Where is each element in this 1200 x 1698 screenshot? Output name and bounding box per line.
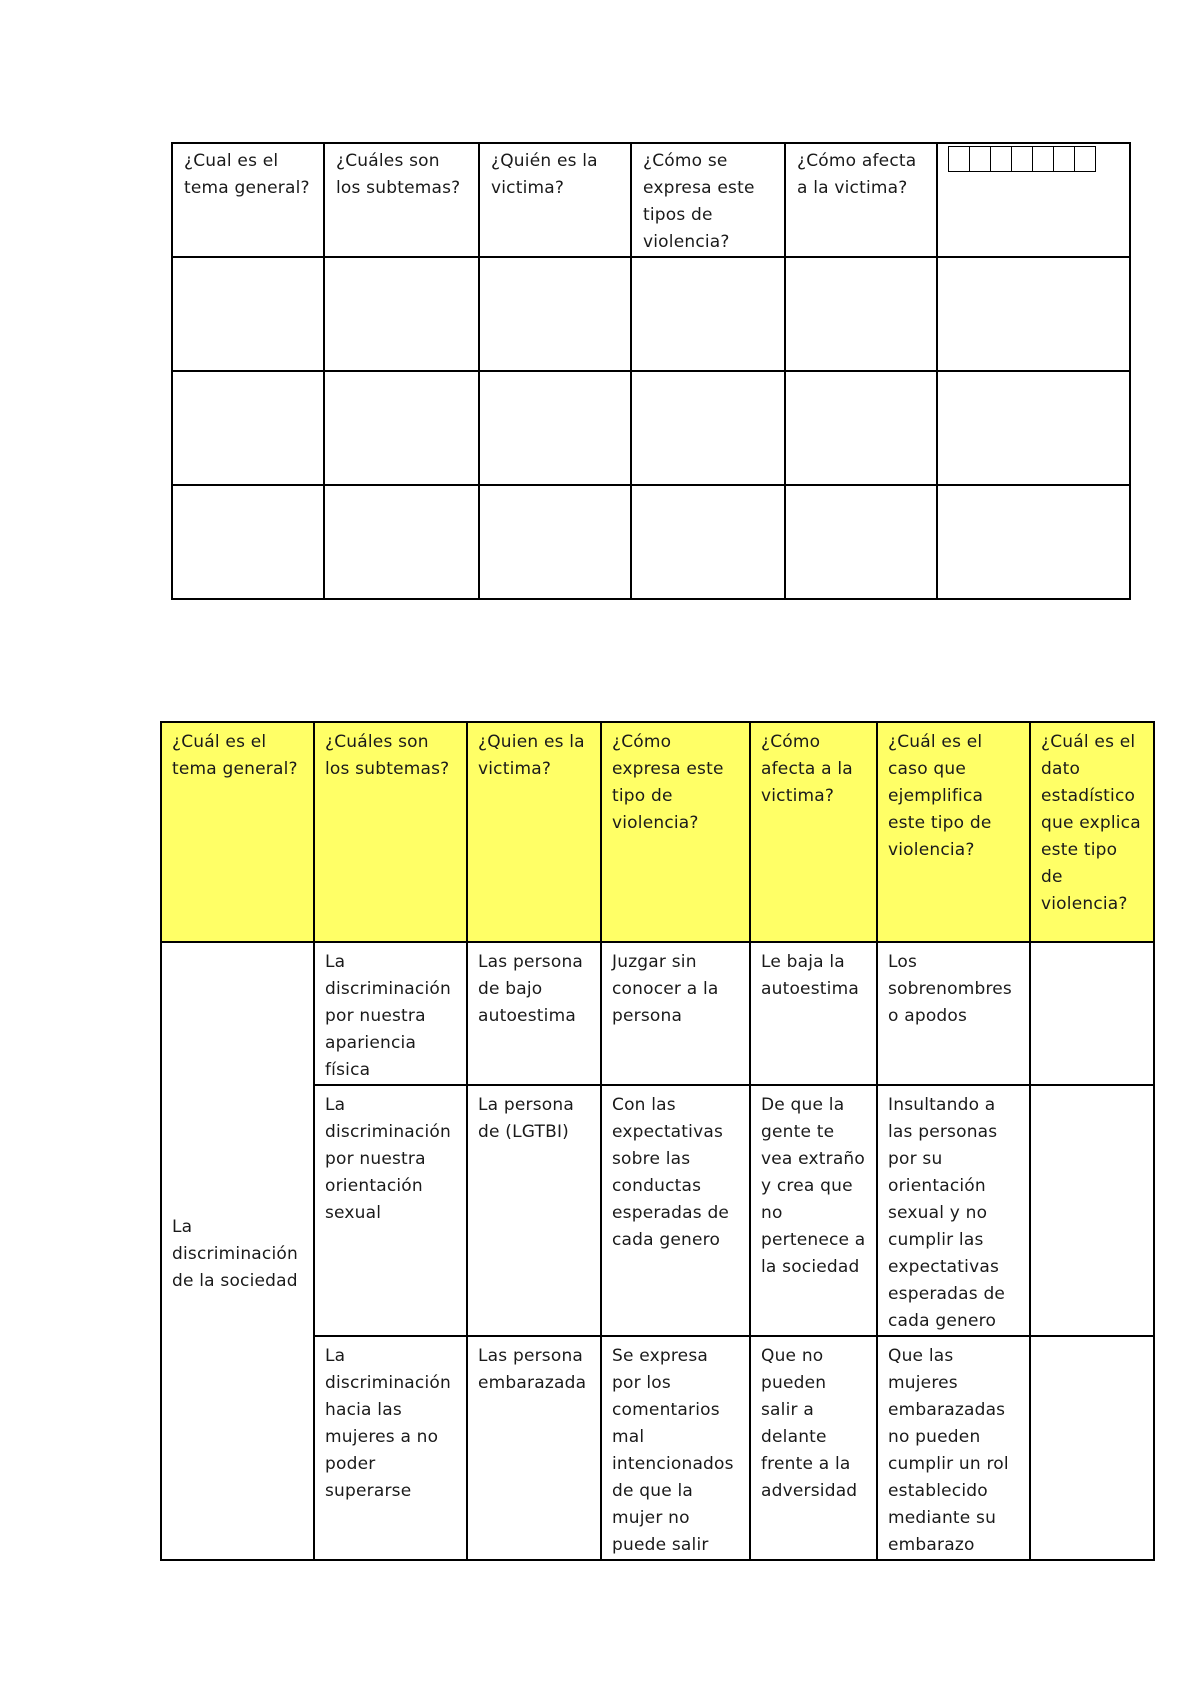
subtema-cell: La discriminación hacia las mujeres a no poder superarse (314, 1336, 467, 1560)
empty-box (1074, 146, 1096, 172)
tema-general-cell: La discriminación de la sociedad (161, 942, 314, 1560)
empty-cell (324, 371, 479, 485)
header-cell: ¿Cómo afecta a la victima? (785, 143, 937, 257)
table-row (172, 485, 1130, 599)
expresa-cell: Juzgar sin conocer a la persona (601, 942, 750, 1085)
subtema-cell: La discriminación por nuestra orientación sexual (314, 1085, 467, 1336)
empty-cell (631, 485, 785, 599)
empty-cell (785, 371, 937, 485)
empty-box (1032, 146, 1054, 172)
empty-cell (172, 257, 324, 371)
empty-cell (479, 257, 631, 371)
table-row (172, 371, 1130, 485)
dato-cell (1030, 1336, 1154, 1560)
empty-box (990, 146, 1012, 172)
dato-cell (1030, 1085, 1154, 1336)
empty-cell (324, 257, 479, 371)
empty-cell (937, 257, 1130, 371)
empty-box (948, 146, 970, 172)
header-cell: ¿Cual es el tema general? (172, 143, 324, 257)
expresa-cell: Con las expectativas sobre las conductas esperadas de cada genero (601, 1085, 750, 1336)
dato-cell (1030, 942, 1154, 1085)
checkbox-strip (948, 146, 1119, 172)
table-row (161, 942, 1154, 1085)
victima-cell: Las persona de bajo autoestima (467, 942, 601, 1085)
header-cell-boxes (937, 143, 1130, 257)
victima-cell: Las persona embarazada (467, 1336, 601, 1560)
caso-cell: Insultando a las personas por su orientación sexual y no cumplir las expectativas esperadas de cada genero (877, 1085, 1030, 1336)
empty-cell (785, 485, 937, 599)
empty-box (969, 146, 991, 172)
empty-box (1011, 146, 1033, 172)
victima-cell: La persona de (LGTBI) (467, 1085, 601, 1336)
worksheet-table-filled (160, 721, 1155, 1561)
header-cell: ¿Cuál es el dato estadístico que explica este tipo de violencia? (1030, 722, 1154, 942)
table-row (172, 257, 1130, 371)
afecta-cell: Que no pueden salir a delante frente a la adversidad (750, 1336, 877, 1560)
empty-cell (172, 485, 324, 599)
worksheet-table-empty (171, 142, 1131, 600)
table-header-row (172, 143, 1130, 257)
afecta-cell: Le baja la autoestima (750, 942, 877, 1085)
empty-cell (479, 371, 631, 485)
caso-cell: Que las mujeres embarazadas no pueden cumplir un rol establecido mediante su embarazo (877, 1336, 1030, 1560)
header-cell: ¿Cuál es el caso que ejemplifica este tipo de violencia? (877, 722, 1030, 942)
expresa-cell: Se expresa por los comentarios mal intencionados de que la mujer no puede salir (601, 1336, 750, 1560)
empty-cell (631, 257, 785, 371)
empty-cell (785, 257, 937, 371)
empty-cell (172, 371, 324, 485)
empty-cell (479, 485, 631, 599)
header-cell: ¿Cómo expresa este tipo de violencia? (601, 722, 750, 942)
caso-cell: Los sobrenombres o apodos (877, 942, 1030, 1085)
header-cell: ¿Cómo afecta a la victima? (750, 722, 877, 942)
empty-cell (631, 371, 785, 485)
header-cell: ¿Cuáles son los subtemas? (314, 722, 467, 942)
header-cell: ¿Quien es la victima? (467, 722, 601, 942)
header-cell: ¿Cuáles son los subtemas? (324, 143, 479, 257)
empty-cell (324, 485, 479, 599)
header-cell: ¿Cuál es el tema general? (161, 722, 314, 942)
empty-cell (937, 485, 1130, 599)
header-cell: ¿Quién es la victima? (479, 143, 631, 257)
empty-cell (937, 371, 1130, 485)
table-header-row (161, 722, 1154, 942)
empty-box (1053, 146, 1075, 172)
header-cell: ¿Cómo se expresa este tipos de violencia? (631, 143, 785, 257)
afecta-cell: De que la gente te vea extraño y crea que no pertenece a la sociedad (750, 1085, 877, 1336)
subtema-cell: La discriminación por nuestra apariencia física (314, 942, 467, 1085)
